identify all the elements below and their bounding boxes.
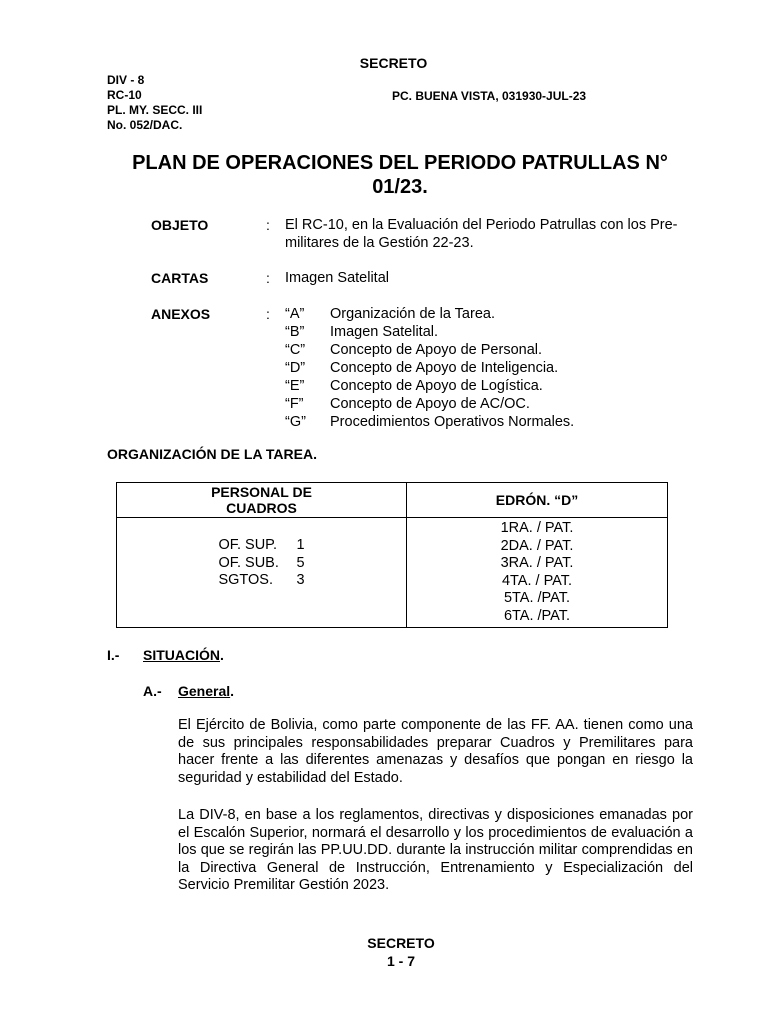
unit-line: No. 052/DAC. [107,118,183,132]
unit-line: PL. MY. SECC. III [107,103,203,117]
title-line: PLAN DE OPERACIONES DEL PERIODO PATRULLAS N° [132,152,668,174]
paragraph: El Ejército de Bolivia, como parte componente de las FF. AA. tienen como una de sus principales responsabilidades preparar Cuadros y Premilitares para hacer frente a las diferentes amenazas y desafíos que pongan en riesgo la seguridad y estabilidad del Estado. [178,717,693,786]
cartas-label: CARTAS [151,270,209,286]
annex-text: Organización de la Tarea. [330,306,495,322]
count: 3 [296,572,305,589]
objeto-sep: : [266,217,270,233]
count: 5 [296,554,305,571]
annex-item [285,323,574,341]
footer [0,934,768,970]
subsection-title-text: General [178,683,231,699]
patrol-list [407,520,667,625]
unit-block [107,73,202,133]
annex-item [285,413,574,431]
annex-text: Procedimientos Operativos Normales. [330,414,575,430]
annex-text: Concepto de Apoyo de Personal. [330,342,543,358]
annex-item [285,359,574,377]
annex-letter: “A” [285,306,305,322]
patrol-item: 1RA. / PAT. [500,520,574,536]
org-col-personal-header [117,483,407,518]
cartas-sep: : [266,270,270,286]
annex-item [285,377,574,395]
subsection-number: A.- [143,683,162,699]
org-heading: ORGANIZACIÓN DE LA TAREA. [107,446,317,462]
personal-list [218,537,304,590]
annex-letter: “C” [285,342,306,358]
org-col-edron-header: EDRÓN. “D” [407,483,668,518]
header-line: CUADROS [226,500,297,516]
org-table [116,482,668,628]
annex-text: Imagen Satelital. [330,324,439,340]
anexos-label: ANEXOS [151,306,211,322]
annex-item [285,305,574,323]
annex-item [285,341,574,359]
subsection-title [178,683,234,699]
location-dtg: PC. BUENA VISTA, 031930-JUL-23 [392,89,587,103]
annex-text: Concepto de Apoyo de Logística. [330,378,543,394]
header-line: PERSONAL DE [211,484,312,500]
patrol-item: 6TA. /PAT. [503,607,571,624]
classification-bottom: SECRETO [367,935,435,951]
objeto-value [285,217,678,252]
patrol-item: 4TA. / PAT. [501,572,573,589]
annex-letter: “E” [285,378,305,394]
classification-top: SECRETO [359,55,428,71]
section-title [143,647,224,663]
annex-letter: “D” [285,360,306,376]
personal-cell [117,518,407,628]
rank: SGTOS. [218,572,273,589]
objeto-label: OBJETO [151,217,209,233]
patrols-cell [407,518,668,628]
anexos-list [285,305,574,431]
section-title-text: SITUACIÓN [143,647,220,663]
anexos-sep: : [266,306,270,322]
cartas-value: Imagen Satelital [285,270,389,286]
rank: OF. SUP. [218,537,278,554]
unit-line: RC-10 [107,88,142,102]
section-number: I.- [107,647,120,663]
personal-row [218,537,304,555]
annex-letter: “F” [285,396,304,412]
paragraph: La DIV-8, en base a los reglamentos, directivas y disposiciones emanadas por el Escalón Superior, normará el desarrollo y los procedimientos de evaluación a los que se regirán las PP.UU.DD. durante la instrucción militar comprendidas en la Directiva General de Instrucción, Entrenamiento y Especialización del Servicio Premilitar Gestión 2023. [178,807,693,893]
count: 1 [296,537,305,554]
patrol-item: 2DA. / PAT. [500,537,574,554]
patrol-item: 5TA. /PAT. [503,590,571,606]
annex-item [285,395,574,413]
annex-text: Concepto de Apoyo de AC/OC. [330,396,530,412]
document-title [100,151,700,199]
personal-row [218,572,304,590]
patrol-item: 3RA. / PAT. [500,555,574,571]
annex-letter: “B” [285,324,305,340]
page-number: 1 - 7 [386,953,415,969]
annex-text: Concepto de Apoyo de Inteligencia. [330,360,559,376]
section-title-suffix: . [220,647,224,663]
personal-row [218,555,304,573]
title-line: 01/23. [372,176,428,198]
objeto-line: militares de la Gestión 22-23. [285,234,474,251]
objeto-line: El RC-10, en la Evaluación del Periodo Patrullas con los Pre- [285,217,678,233]
subsection-title-suffix: . [230,683,235,699]
rank: OF. SUB. [218,554,279,571]
annex-letter: “G” [285,414,306,430]
unit-line: DIV - 8 [107,73,145,87]
